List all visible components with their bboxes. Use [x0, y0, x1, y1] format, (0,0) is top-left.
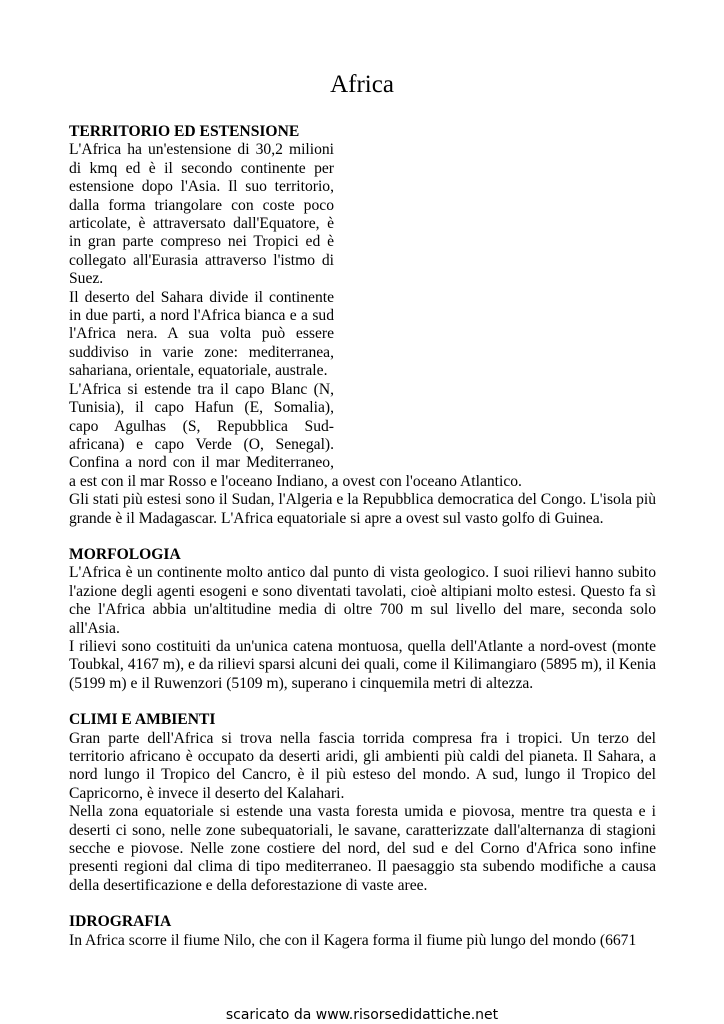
document-body — [69, 123, 656, 950]
text-line: Tunisia), il capo Hafun (E, Somalia), — [69, 399, 334, 417]
paragraph: Gran parte dell'Africa si trova nella fascia torrida compresa fra i tropici. Un terzo del territorio africano è occupato da deserti aridi, gli ambienti più caldi del pianeta. Il Sahara, a nord lungo il Tropico del Cancro, è il più esteso del mondo. A sud, lungo il Tropico del Capricorno, è invece il deserto del Kalahari. — [69, 729, 656, 802]
paragraph: In Africa scorre il fiume Nilo, che con il Kagera forma il fiume più lungo del mondo (6671 — [69, 931, 637, 949]
paragraph: I rilievi sono costituiti da un'unica catena montuosa, quella dell'Atlante a nord-ovest (monte Toubkal, 4167 m), e da rilievi sparsi alcuni dei quali, come il Kilimangiaro (5895 m), il Kenia (5199 m) e il Ruwenzori (5109 m), superano i cinquemila metri di altezza. — [69, 637, 656, 692]
paragraph: L'Africa è un continente molto antico dal punto di vista geologico. I suoi rilievi hanno subito l'azione degli agenti esogeni e sono diventati tavolati, cioè altipiani molto estesi. Questo fa sì che l'Africa abbia un'altitudine media di oltre 700 m sul livello del mare, seconda solo all'Asia. — [69, 564, 656, 637]
text-line: Il deserto del Sahara divide il continente — [69, 288, 334, 306]
text-line: Confina a nord con il mar Mediterraneo, — [69, 454, 334, 472]
text-line: l'Africa nera. A sua volta può essere — [69, 325, 334, 343]
text-line: estensione dopo l'Asia. Il suo territorio, — [69, 178, 334, 196]
section-heading: TERRITORIO ED ESTENSIONE — [69, 123, 300, 140]
text-line: collegato all'Eurasia attraverso l'istmo di — [69, 251, 334, 269]
text-line: in gran parte compreso nei Tropici ed è — [69, 233, 334, 251]
text-line: africana) e capo Verde (O, Senegal). — [69, 435, 334, 453]
text-line: dalla forma triangolare con coste poco — [69, 196, 334, 214]
text-line: capo Agulhas (S, Repubblica Sud- — [69, 417, 334, 435]
paragraph: Gli stati più estesi sono il Sudan, l'Algeria e la Repubblica democratica del Congo. L'isola più grande è il Madagascar. L'Africa equatoriale si apre a ovest sul vasto golfo di Guinea. — [69, 491, 656, 527]
text-line: Suez. — [69, 270, 104, 288]
section-climi — [69, 711, 656, 895]
text-line: in due parti, a nord l'Africa bianca e a sud — [69, 307, 334, 325]
footer-source-link[interactable]: scaricato da www.risorsedidattiche.net — [225, 1007, 499, 1023]
section-morfologia — [69, 546, 656, 693]
text-line: suddiviso in varie zone: mediterranea, — [69, 343, 334, 361]
text-line: di kmq ed è il secondo continente per — [69, 159, 334, 177]
page-title: Africa — [330, 71, 394, 98]
text-line: articolate, è attraversato dall'Equatore, è — [69, 215, 334, 233]
section-idrografia — [69, 913, 656, 950]
text-line: sahariana, orientale, equatoriale, australe. — [69, 362, 328, 380]
paragraph: Nella zona equatoriale si estende una vasta foresta umida e piovosa, mentre tra questa e i deserti ci sono, nelle zone subequatoriali, le savane, caratterizzate dall'alternanza di stagioni secche e piovose. Nelle zone costiere del nord, del sud e del Corno d'Africa sono infine presenti regioni dal clima di tipo mediterraneo. Il paesaggio sta subendo modifiche a causa della desertificazione e della deforestazione di vaste aree. — [69, 803, 656, 894]
section-heading: IDROGRAFIA — [69, 913, 172, 931]
text-line: L'Africa si estende tra il capo Blanc (N, — [69, 380, 334, 398]
paragraph: a est con il mar Rosso e l'oceano Indiano, a ovest con l'oceano Atlantico. — [69, 472, 522, 490]
section-heading: MORFOLOGIA — [69, 545, 181, 563]
text-line: L'Africa ha un'estensione di 30,2 milioni — [69, 141, 334, 159]
section-territorio — [69, 123, 656, 528]
section-heading: CLIMI E AMBIENTI — [69, 711, 216, 729]
